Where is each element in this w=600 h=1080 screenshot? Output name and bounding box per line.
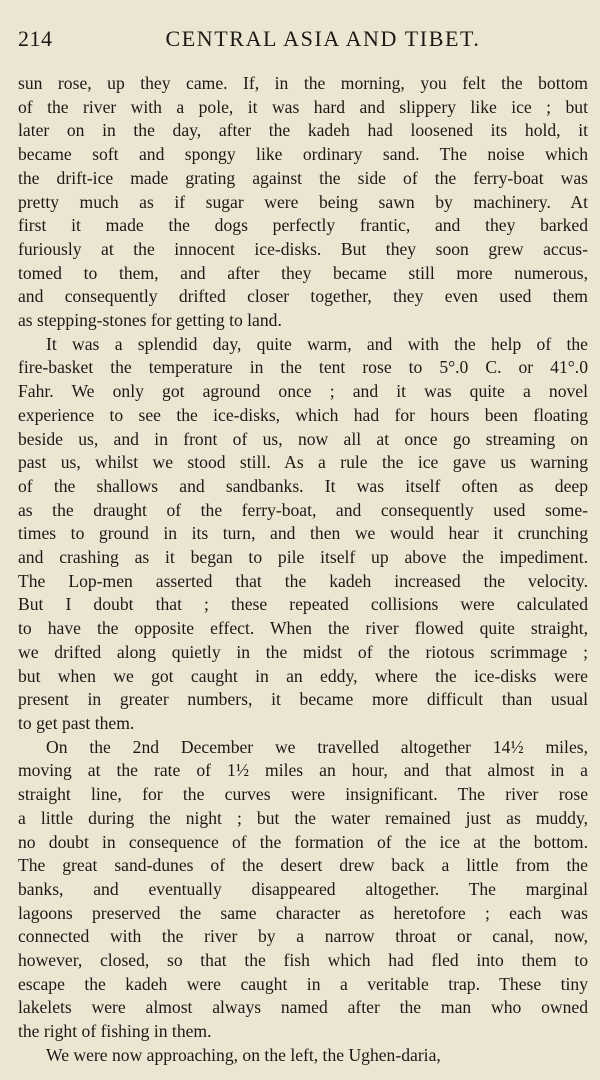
text-line: The great sand-dunes of the desert drew back a little from the bbox=[18, 855, 588, 876]
text-line: the right of fishing in them. bbox=[18, 1021, 212, 1042]
text-line: The Lop-men asserted that the kadeh increased the velocity. bbox=[18, 570, 588, 591]
text-line: On the 2nd December we travelled altogether 14½ miles, bbox=[46, 736, 588, 757]
text-line: lakelets were almost always named after the man who owned bbox=[18, 997, 588, 1018]
text-line: of the river with a pole, it was hard and slippery like ice ; but bbox=[18, 96, 588, 117]
text-line: tomed to them, and after they became still more numerous, bbox=[18, 262, 588, 283]
text-line: sun rose, up they came. If, in the morning, you felt the bottom bbox=[18, 73, 588, 93]
paragraph bbox=[18, 736, 588, 1044]
text-line: a little during the night ; but the water remained just as muddy, bbox=[18, 807, 588, 828]
text-line: straight line, for the curves were insignificant. The river rose bbox=[18, 784, 588, 805]
text-line: escape the kadeh were caught in a veritable trap. These tiny bbox=[18, 973, 588, 994]
text-line: times to ground in its turn, and then we would hear it crunching bbox=[18, 523, 588, 544]
text-line: and consequently drifted closer together, they even used them bbox=[18, 286, 588, 307]
text-line: past us, whilst we stood still. As a rule the ice gave us warning bbox=[18, 452, 588, 473]
text-line: But I doubt that ; these repeated collisions were calculated bbox=[18, 594, 588, 615]
text-line: fire-basket the temperature in the tent rose to 5°.0 C. or 41°.0 bbox=[18, 357, 588, 378]
text-line: lagoons preserved the same character as heretofore ; each was bbox=[18, 902, 588, 923]
text-line: of the shallows and sandbanks. It was itself often as deep bbox=[18, 475, 588, 496]
text-line: and crashing as it began to pile itself up above the impediment. bbox=[18, 547, 588, 568]
text-line: experience to see the ice-disks, which had for hours been floating bbox=[18, 404, 588, 425]
text-line: banks, and eventually disappeared altogether. The marginal bbox=[18, 878, 588, 899]
text-line: as stepping-stones for getting to land. bbox=[18, 310, 282, 331]
text-line: pretty much as if sugar were being sawn by machinery. At bbox=[18, 191, 588, 212]
text-line: first it made the dogs perfectly frantic, and they barked bbox=[18, 215, 588, 236]
text-line: beside us, and in front of us, now all at once go streaming on bbox=[18, 428, 588, 449]
text-line: Fahr. We only got aground once ; and it was quite a novel bbox=[18, 381, 588, 402]
text-line: became soft and spongy like ordinary sand. The noise which bbox=[18, 144, 588, 165]
text-line: no doubt in consequence of the formation of the ice at the bottom. bbox=[18, 831, 588, 852]
paragraph bbox=[18, 1044, 588, 1068]
text-line: moving at the rate of 1½ miles an hour, and that almost in a bbox=[18, 760, 588, 781]
text-line: but when we got caught in an eddy, where the ice-disks were bbox=[18, 665, 588, 686]
text-line: the drift-ice made grating against the side of the ferry-boat was bbox=[18, 167, 588, 188]
text-line: It was a splendid day, quite warm, and with the help of the bbox=[46, 333, 588, 354]
page-number: 214 bbox=[18, 26, 53, 51]
page-header bbox=[18, 26, 588, 58]
text-line: we drifted along quietly in the midst of the riotous scrimmage ; bbox=[18, 641, 588, 662]
paragraph bbox=[18, 333, 588, 736]
body-text bbox=[18, 72, 588, 1068]
text-line: to have the opposite effect. When the river flowed quite straight, bbox=[18, 618, 588, 639]
text-line: furiously at the innocent ice-disks. But they soon grew accus- bbox=[18, 238, 588, 259]
text-line: present in greater numbers, it became more difficult than usual bbox=[18, 689, 588, 710]
paragraph bbox=[18, 72, 588, 333]
text-line: We were now approaching, on the left, the Ughen-daria, bbox=[46, 1044, 441, 1065]
running-title: CENTRAL ASIA AND TIBET. bbox=[165, 26, 481, 51]
text-line: to get past them. bbox=[18, 712, 135, 733]
text-line: however, closed, so that the fish which had fled into them to bbox=[18, 950, 588, 971]
text-line: connected with the river by a narrow throat or canal, now, bbox=[18, 926, 588, 947]
text-line: as the draught of the ferry-boat, and consequently used some- bbox=[18, 499, 588, 520]
text-line: later on in the day, after the kadeh had loosened its hold, it bbox=[18, 120, 588, 141]
